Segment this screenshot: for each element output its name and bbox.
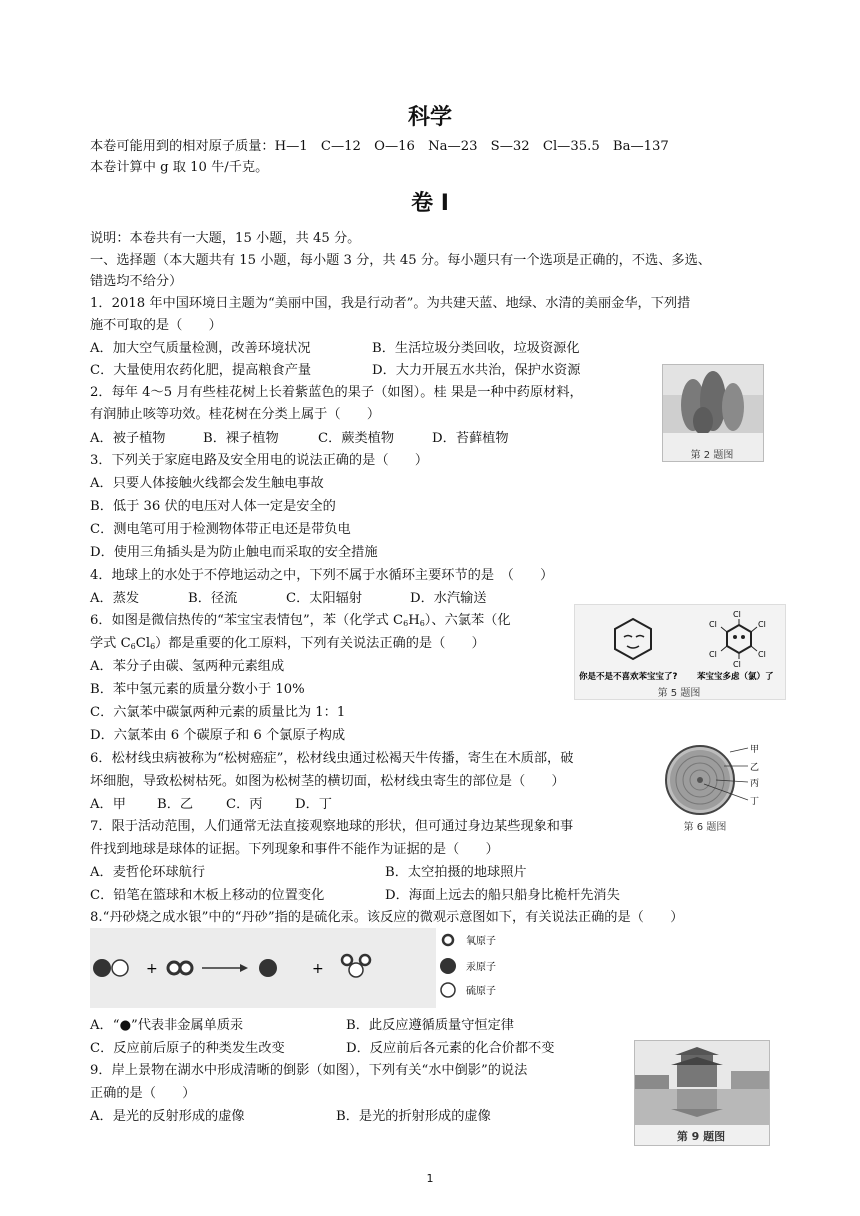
- q6-option-d: D．丁: [295, 797, 332, 812]
- oxygen-atom-icon: [180, 962, 192, 974]
- q3-option-a: A．只要人体接触火线都会发生触电事故: [90, 476, 324, 491]
- q7-option-b: B．太空拍摄的地球照片: [385, 865, 527, 880]
- oxygen-legend-icon: [443, 935, 453, 945]
- q1-option-c: C．大量使用农药化肥，提高粮食产量: [90, 363, 312, 378]
- part1-heading: 一、选择题（本大题共有 15 小题，每小题 3 分，共 45 分。每小题只有一个选项是正确的，不选、多选、: [90, 253, 711, 268]
- svg-text:Cl: Cl: [709, 650, 717, 659]
- oxygen-atom-icon: [360, 955, 370, 965]
- q5-figure-caption: 第 5 题图: [657, 688, 701, 699]
- q5-option-b: B．苯中氢元素的质量分数小于 10%: [90, 682, 305, 697]
- svg-text:苯宝宝多虑（氯）了: 苯宝宝多虑（氯）了: [697, 672, 774, 682]
- svg-text:Cl: Cl: [733, 660, 741, 669]
- q7-option-a: A．麦哲伦环球航行: [90, 865, 206, 880]
- svg-text:+: +: [312, 961, 324, 977]
- q3-option-c: C．测电笔可用于检测物体带正电还是带负电: [90, 522, 351, 537]
- q2-stem-cont: 有润肺止咳等功效。桂花树在分类上属于（ ）: [90, 407, 381, 422]
- q2-option-b: B．裸子植物: [203, 431, 279, 446]
- q8-option-c: C．反应前后原子的种类发生改变: [90, 1041, 285, 1056]
- q2-figure-caption: 第 2 题图: [690, 450, 734, 461]
- hexachlorobenzene-ring-icon: [727, 625, 751, 653]
- q1-stem: 1．2018 年中国环境日主题为“美丽中国，我是行动者”。为共建天蓝、地绿、水清的美丽金华，下列措: [90, 296, 691, 311]
- q6-stem-cont: 坏细胞，导致松树枯死。如图为松树茎的横切面，松材线虫寄生的部位是（ ）: [90, 774, 565, 789]
- q8-legend: [436, 928, 566, 1008]
- benzene-ring-icon: [615, 619, 651, 659]
- instructions-note: 说明：本卷共有一大题，15 小题，共 45 分。: [90, 231, 361, 246]
- q4-option-b: B．径流: [188, 591, 238, 606]
- q7-option-d: D．海面上远去的船只船身比桅杆先消失: [385, 888, 620, 903]
- svg-text:汞原子: 汞原子: [466, 962, 496, 973]
- q5-option-d: D．六氯苯由 6 个碳原子和 6 个氯原子构成: [90, 728, 346, 743]
- page-number: 1: [426, 1172, 434, 1185]
- q6-stem: 6．松材线虫病被称为“松树癌症”，松材线虫通过松褐天牛传播，寄生在木质部，破: [90, 751, 574, 766]
- mercury-legend-icon: [440, 958, 456, 974]
- q1-option-a: A．加大空气质量检测，改善环境状况: [90, 341, 311, 356]
- q4-stem: 4．地球上的水处于不停地运动之中，下列不属于水循环主要环节的是 （ ）: [90, 568, 554, 583]
- section-title: 卷 I: [411, 191, 449, 216]
- q4-option-c: C．太阳辐射: [286, 591, 363, 606]
- svg-text:丙: 丙: [750, 779, 760, 789]
- q5-stem: 6．如图是微信热传的“苯宝宝表情包”，苯（化学式 $C_6H_6$）、六氯苯（化: [90, 613, 511, 628]
- q5-option-a: A．苯分子由碳、氢两种元素组成: [90, 659, 285, 674]
- svg-text:氧原子: 氧原子: [466, 936, 496, 947]
- q8-option-a: A．“●”代表非金属单质汞: [90, 1018, 244, 1033]
- q7-stem: 7．限于活动范围，人们通常无法直接观察地球的形状，但可通过身边某些现象和事: [90, 819, 574, 834]
- q6-option-b: B．乙: [157, 797, 194, 812]
- q9-figure-caption: 第 9 题图: [676, 1130, 726, 1143]
- q1-option-b: B．生活垃圾分类回收，垃圾资源化: [372, 341, 580, 356]
- q3-option-d: D．使用三角插头是为防止触电而采取的安全措施: [90, 545, 378, 560]
- q5-stem-cont: 学式 $C_6Cl_6$）都是重要的化工原料，下列有关说法正确的是（ ）: [90, 636, 485, 651]
- oxygen-atom-icon: [342, 955, 352, 965]
- sulfur-legend-icon: [441, 983, 455, 997]
- part1-heading-cont: 错选均不给分）: [90, 274, 183, 289]
- q8-option-d: D．反应前后各元素的化合价都不变: [346, 1041, 555, 1056]
- oxygen-atom-icon: [168, 962, 180, 974]
- q6-option-a: A．甲: [90, 797, 126, 812]
- q8-option-b: B．此反应遵循质量守恒定律: [346, 1018, 514, 1033]
- mercury-atom-icon: [93, 959, 111, 977]
- q3-option-b: B．低于 36 伏的电压对人体一定是安全的: [90, 499, 336, 514]
- q8-stem: 8.“丹砂烧之成水银”中的“丹砂”指的是硫化汞。该反应的微观示意图如下，有关说法正确的是（ ）: [90, 910, 684, 925]
- q2-stem: 2．每年 4～5 月有些桂花树上长着紫蓝色的果子（如图）。桂 果是一种中药原材料，: [90, 385, 583, 400]
- q2-option-d: D．苔藓植物: [432, 431, 509, 446]
- q9-option-b: B．是光的折射形成的虚像: [336, 1109, 491, 1124]
- sulfur-atom-icon: [112, 960, 128, 976]
- q4-option-a: A．蒸发: [90, 591, 140, 606]
- svg-text:丁: 丁: [750, 797, 760, 807]
- q2-option-c: C．蕨类植物: [318, 431, 395, 446]
- svg-text:乙: 乙: [750, 763, 760, 773]
- q6-option-c: C．丙: [226, 797, 263, 812]
- svg-text:甲: 甲: [750, 745, 760, 755]
- q2-option-a: A．被子植物: [90, 431, 166, 446]
- q9-option-a: A．是光的反射形成的虚像: [90, 1109, 245, 1124]
- svg-text:硫原子: 硫原子: [466, 986, 496, 997]
- g-value-line: 本卷计算中 g 取 10 牛/千克。: [90, 160, 269, 175]
- svg-text:你是不是不喜欢苯宝宝了?: 你是不是不喜欢苯宝宝了?: [579, 672, 678, 682]
- q1-option-d: D．大力开展五水共治，保护水资源: [372, 363, 581, 378]
- q9-stem: 9．岸上景物在湖水中形成清晰的倒影（如图），下列有关“水中倒影”的说法: [90, 1063, 528, 1078]
- q4-option-d: D．水汽输送: [410, 591, 487, 606]
- q6-figure-stem-cross-section: [654, 742, 768, 818]
- svg-text:Cl: Cl: [733, 610, 741, 619]
- atomic-mass-line: 本卷可能用到的相对原子质量：H—1 C—12 O—16 Na—23 S—32 Cl—35.5 Ba—137: [90, 139, 669, 154]
- mercury-atom-icon: [259, 959, 277, 977]
- svg-text:Cl: Cl: [758, 650, 766, 659]
- q1-stem-cont: 施不可取的是（ ）: [90, 318, 222, 333]
- sulfur-atom-icon: [349, 963, 363, 977]
- q6-figure-caption: 第 6 题图: [683, 822, 727, 833]
- page-title: 科学: [407, 105, 452, 130]
- svg-text:Cl: Cl: [709, 620, 717, 629]
- q5-option-c: C．六氯苯中碳氯两种元素的质量比为 1：1: [90, 705, 346, 720]
- q9-stem-cont: 正确的是（ ）: [90, 1086, 196, 1101]
- q7-stem-cont: 件找到地球是球体的证据。下列现象和事件不能作为证据的是（ ）: [90, 842, 499, 857]
- svg-text:+: +: [146, 961, 158, 977]
- q3-stem: 3．下列关于家庭电路及安全用电的说法正确的是（ ）: [90, 453, 429, 468]
- svg-text:Cl: Cl: [758, 620, 766, 629]
- q7-option-c: C．铅笔在篮球和木板上移动的位置变化: [90, 888, 325, 903]
